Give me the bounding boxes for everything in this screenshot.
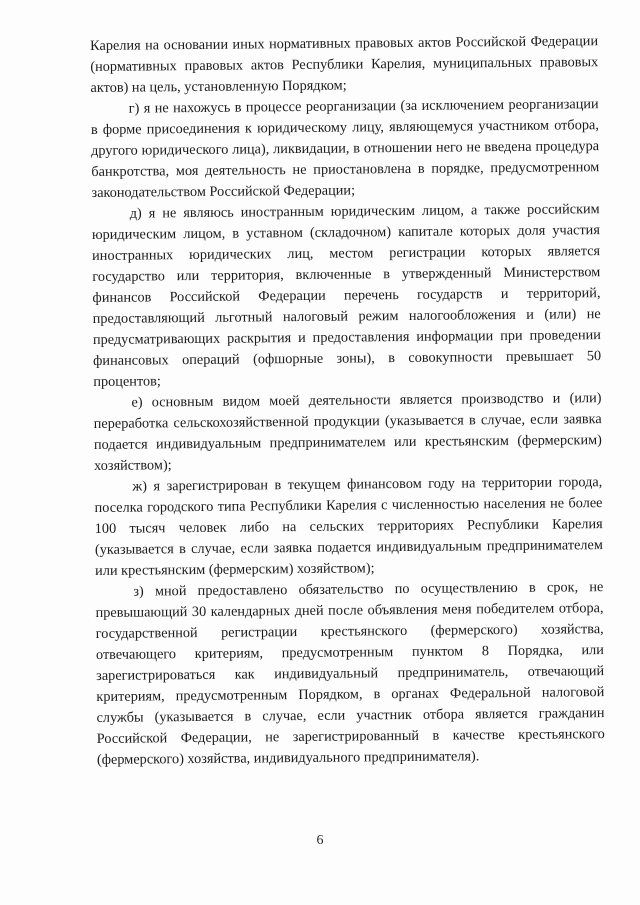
paragraph-g: г) я не нахожусь в процессе реорганизации (за исключением реорганизации в форме присоединения к юридическому лицу, являющемуся участником отбора, другого юридического лица), ликвидации, в отношении него не введена процедура банкротства, моя деятельность не приостановлена в порядке, предусмотренном законодательством Российской Федерации; (90, 96, 600, 201)
paragraph-z: з) мной предоставлено обязательство по осуществлению в срок, не превышающий 30 календарных дней после объявления меня победителем отбора, государственной регистрации крестьянского (фермерского) хозяйства, отвечающего критериям, предусмотренным пунктом 8 Порядка, или зарегистрироваться как индивидуальный предприниматель, отвечающий критериям, предусмотренным Порядком, в органах Федеральной налоговой службы (указывается в случае, если участник отбора является гражданин Российской Федерации, не зарегистрированный в качестве крестьянского (фермерского) хозяйства, индивидуального предпринимателя). (95, 579, 605, 768)
paragraph-e: е) основным видом моей деятельности является производство и (или) переработка сельскохозяйственной продукции (указывается в случае, если заявка подается индивидуальным предпринимателем или крестьянским (фермерским) хозяйством); (93, 390, 602, 474)
document-body (90, 31, 605, 771)
page-number: 6 (316, 833, 324, 848)
paragraph-continuation: Карелия на основании иных нормативных правовых актов Российской Федерации (нормативных правовых актов Республики Карелия, муниципальных правовых актов) на цель, установленную Порядком; (90, 33, 599, 96)
paragraph-zh: ж) я зарегистрирован в текущем финансовом году на территории города, поселка городского типа Республики Карелия с численностью населения не более 100 тысяч человек либо на сельских территориях Республики Карелия (указывается в случае, если заявка подается индивидуальным предпринимателем или крестьянским (фермерским) хозяйством); (94, 474, 603, 579)
paragraph-d: д) я не являюсь иностранным юридическим лицом, а также российским юридическим лицом, в уставном (складочном) капитале которых доля участия иностранных юридических лиц, местом регистрации которых является государство или территория, включенные в утвержденный Министерством финансов Российской Федерации перечень государств и территорий, предоставляющий льготный налоговый режим налогообложения и (или) не предусматривающих раскрытия и предоставления информации при проведении финансовых операций (офшорные зоны), в совокупности превышает 50 процентов; (91, 201, 602, 390)
